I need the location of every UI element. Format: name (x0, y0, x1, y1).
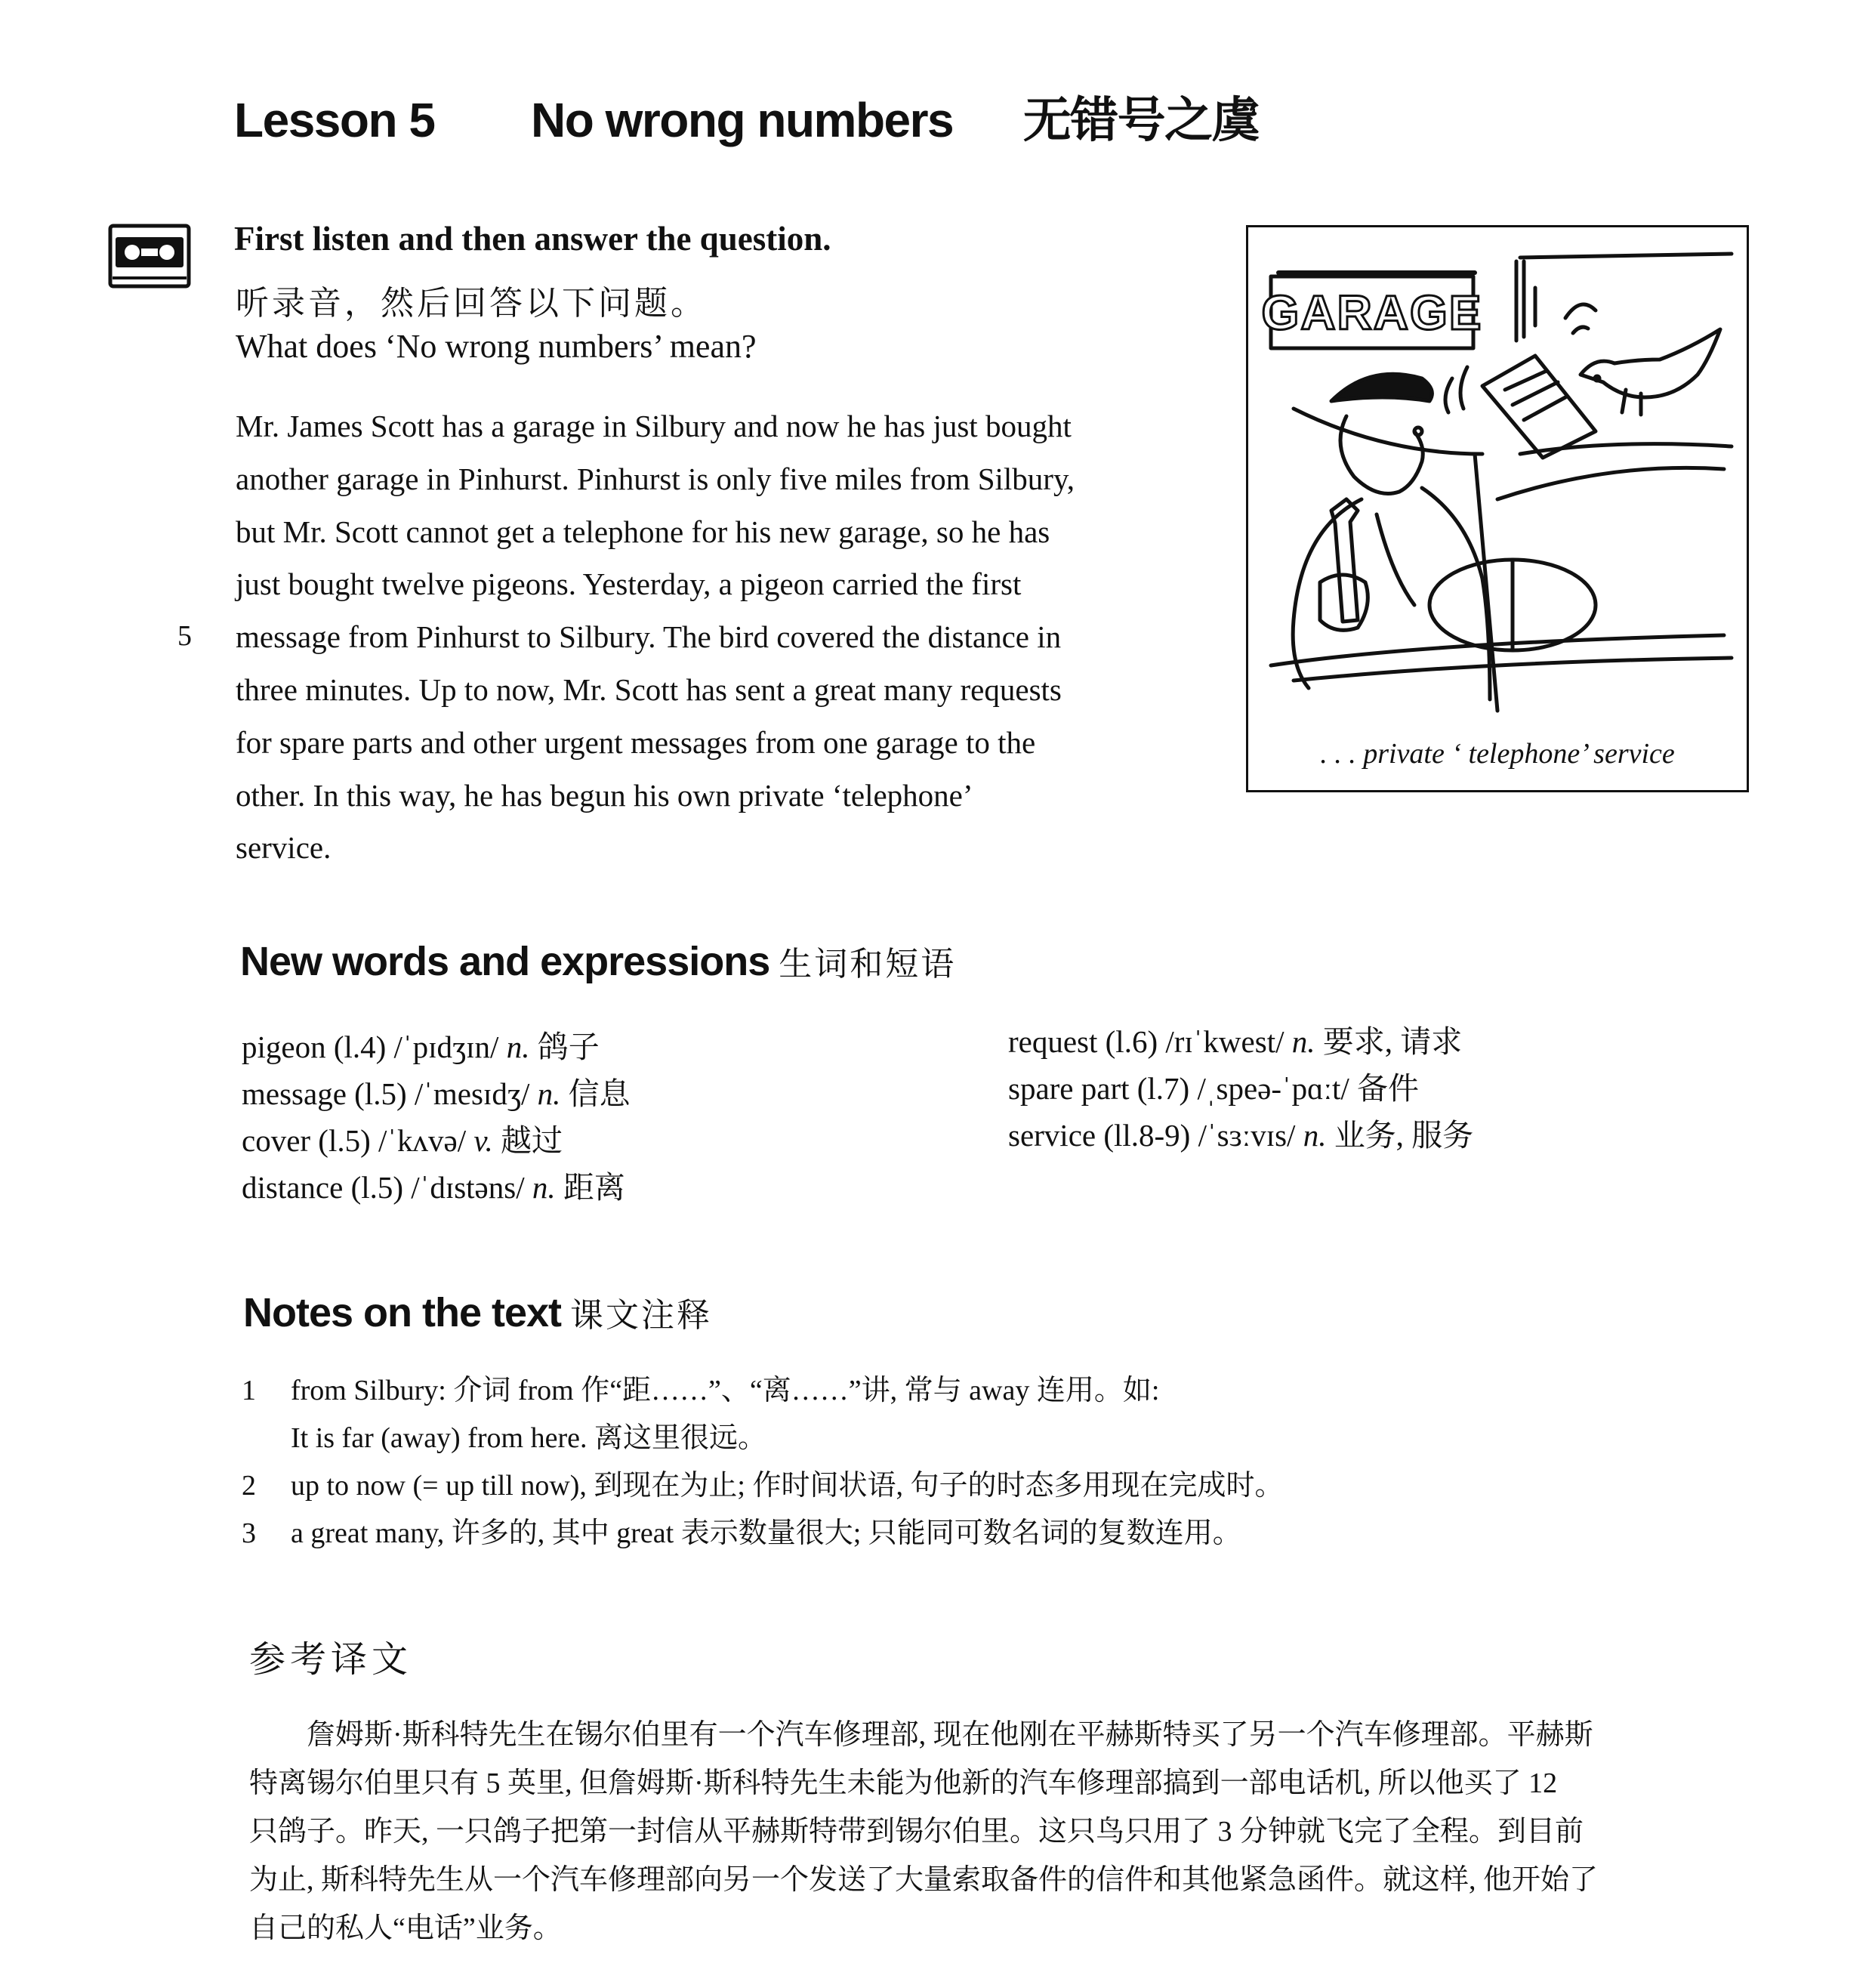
vocab-pos: n. (1291, 1024, 1315, 1059)
notes-list (242, 1367, 1283, 1557)
passage-line: just bought twelve pigeons. Yesterday, a pigeon carried the first (236, 566, 1022, 602)
note-text: It is far (away) from here. 离这里很远。 (291, 1422, 766, 1454)
notes-title (243, 1288, 712, 1336)
note-number: 2 (242, 1470, 256, 1502)
vocab-meaning: 距离 (563, 1170, 625, 1205)
translation-line: 为止, 斯科特先生从一个汽车修理部向另一个发送了大量索取备件的信件和其他紧急函件。就这样, 他开始了 (249, 1864, 1599, 1896)
vocab-meaning: 备件 (1357, 1071, 1420, 1106)
translation-line: 自己的私人“电话”业务。 (249, 1912, 562, 1944)
vocab-entry (1008, 1018, 1473, 1065)
note-text: up to now (= up till now), 到现在为止; 作时间状语, 句子的时态多用现在完成时。 (291, 1470, 1284, 1502)
translation-line: 詹姆斯·斯科特先生在锡尔伯里有一个汽车修理部, 现在他刚在平赫斯特买了另一个汽车修理部。平赫斯 (249, 1719, 1593, 1751)
listening-question: What does ‘No wrong numbers’ mean? (236, 328, 757, 365)
passage-line: Mr. James Scott has a garage in Silbury and now he has just bought (236, 409, 1072, 443)
cassette-icon (108, 224, 191, 289)
lesson-title-en: No wrong numbers (531, 93, 954, 147)
vocabulary-left-column (242, 1023, 631, 1211)
note-number: 1 (242, 1375, 256, 1406)
vocab-word: distance (l.5) /ˈdɪstəns/ (242, 1170, 525, 1205)
vocab-entry (1008, 1065, 1473, 1112)
vocab-pos: v. (473, 1123, 493, 1158)
vocabulary-title-en: New words and expressions (240, 939, 770, 984)
note-item (242, 1415, 1283, 1462)
vocab-entry (1008, 1112, 1473, 1159)
vocab-word: pigeon (l.4) /ˈpɪdʒɪn/ (242, 1030, 499, 1064)
passage-line: service. (236, 830, 332, 866)
vocab-pos: n. (537, 1076, 561, 1111)
vocab-meaning: 越过 (501, 1123, 563, 1158)
note-text: a great many, 许多的, 其中 great 表示数量很大; 只能同可数名词的复数连用。 (291, 1517, 1241, 1549)
passage-line: three minutes. Up to now, Mr. Scott has sent a great many requests (236, 671, 1062, 707)
note-text: from Silbury: 介词 from 作“距……”、“离……”讲, 常与 away 连用。如: (291, 1375, 1160, 1406)
note-item (242, 1510, 1283, 1557)
lesson-title (234, 82, 1259, 151)
listening-instruction-en: First listen and then answer the question. (234, 220, 831, 258)
translation-line: 特离锡尔伯里只有 5 英里, 但詹姆斯·斯科特先生未能为他新的汽车修理部搞到一部电话机, 所以他买了 12 (249, 1767, 1558, 1799)
translation-text (249, 1711, 1752, 1952)
vocabulary-title-cn: 生词和短语 (779, 945, 957, 983)
vocab-word: spare part (l.7) /ˌspeə-ˈpɑːt/ (1008, 1071, 1349, 1106)
vocab-word: service (ll.8-9) /ˈsɜːvɪs/ (1008, 1118, 1296, 1153)
passage-line: for spare parts and other urgent messages from one garage to the (236, 724, 1036, 760)
garage-sign: GARAGE (1261, 286, 1483, 340)
vocab-pos: n. (532, 1170, 556, 1205)
note-number: 3 (242, 1517, 256, 1549)
vocab-entry (242, 1117, 631, 1164)
vocab-entry (242, 1070, 631, 1117)
lesson-title-cn: 无错号之虞 (1022, 93, 1260, 149)
notes-title-en: Notes on the text (243, 1290, 562, 1335)
vocab-entry (242, 1164, 631, 1211)
passage-line: another garage in Pinhurst. Pinhurst is only five miles from Silbury, (236, 461, 1075, 496)
illustration (1246, 225, 1749, 792)
passage (236, 400, 1172, 875)
cartoon-drawing (1248, 227, 1747, 790)
vocab-pos: n. (506, 1030, 530, 1064)
listening-instruction-cn: 听录音，然后回答以下问题。 (236, 284, 707, 323)
vocab-word: request (l.6) /rɪˈkwest/ (1008, 1024, 1284, 1059)
vocab-meaning: 信息 (568, 1076, 631, 1111)
lesson-number: Lesson 5 (234, 93, 435, 147)
passage-line: but Mr. Scott cannot get a telephone for his new garage, so he has (236, 514, 1050, 549)
passage-line: other. In this way, he has begun his own private ‘telephone’ (236, 777, 973, 813)
translation-line: 只鸽子。昨天, 一只鸽子把第一封信从平赫斯特带到锡尔伯里。这只鸟只用了 3 分钟就飞完了全程。到目前 (249, 1816, 1584, 1848)
vocabulary-right-column (1008, 1018, 1473, 1159)
line-number-marker: 5 (177, 620, 192, 652)
illustration-caption: . . . private ‘ telephone’ service (1320, 738, 1675, 770)
translation-title: 参考译文 (249, 1640, 413, 1680)
vocab-meaning: 要求, 请求 (1322, 1024, 1463, 1059)
note-item (242, 1367, 1283, 1415)
vocab-meaning: 业务, 服务 (1334, 1118, 1474, 1153)
vocab-word: cover (l.5) /ˈkʌvə/ (242, 1123, 467, 1158)
vocab-word: message (l.5) /ˈmesɪdʒ/ (242, 1076, 530, 1111)
vocabulary-title (240, 937, 956, 985)
notes-title-cn: 课文注释 (570, 1296, 713, 1335)
note-item (242, 1462, 1283, 1510)
vocab-pos: n. (1303, 1118, 1327, 1153)
vocab-entry (242, 1023, 631, 1070)
vocab-meaning: 鸽子 (537, 1030, 600, 1064)
passage-line: message from Pinhurst to Silbury. The bird covered the distance in (236, 619, 1062, 655)
